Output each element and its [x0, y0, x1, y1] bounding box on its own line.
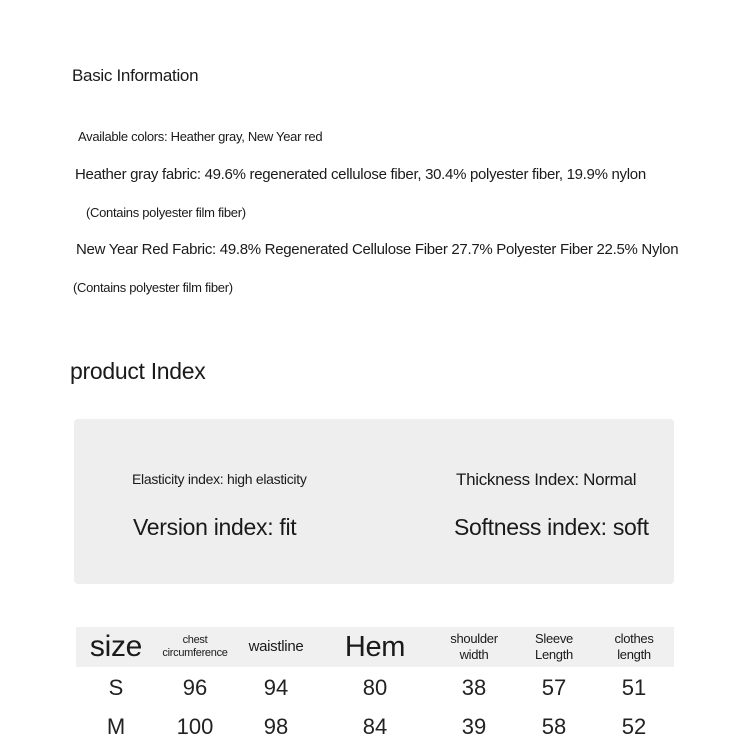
product-index-panel — [74, 419, 674, 584]
table-cell-hem: 80 — [362, 675, 388, 700]
header-size: size — [89, 630, 143, 663]
table-cell-chest: 100 — [176, 714, 214, 739]
new-year-red-note: (Contains polyester film fiber) — [73, 280, 233, 295]
heather-gray-fabric-text: Heather gray fabric: 49.6% regenerated cellulose fiber, 30.4% polyester fiber, 19.9% nylon — [75, 166, 646, 183]
table-cell-sleeve: 57 — [541, 675, 567, 700]
table-cell-waist: 94 — [263, 675, 289, 700]
table-cell-waist: 98 — [263, 714, 289, 739]
header-shoulder-line1: shoulder — [450, 631, 498, 647]
header-waistline: waistline — [248, 638, 304, 655]
table-cell-chest: 96 — [182, 675, 208, 700]
table-cell-shoulder: 39 — [461, 714, 487, 739]
new-year-red-fabric-text: New Year Red Fabric: 49.8% Regenerated Cellulose Fiber 27.7% Polyester Fiber 22.5% Nylon — [76, 241, 679, 258]
table-cell-length: 52 — [621, 714, 647, 739]
header-chest-circumference — [154, 627, 236, 667]
elasticity-index: Elasticity index: high elasticity — [132, 471, 307, 487]
table-cell-size: M — [106, 714, 126, 739]
basic-information-title: Basic Information — [72, 66, 199, 85]
table-cell-sleeve: 58 — [541, 714, 567, 739]
header-hem: Hem — [344, 630, 406, 663]
header-length-line2: length — [617, 647, 651, 662]
available-colors-text: Available colors: Heather gray, New Year red — [78, 129, 323, 144]
softness-index: Softness index: soft — [454, 514, 649, 540]
header-chest-line1: chest — [182, 633, 208, 646]
header-sleeve-line1: Sleeve — [535, 631, 573, 647]
table-cell-length: 51 — [621, 675, 647, 700]
heather-gray-note: (Contains polyester film fiber) — [86, 205, 246, 220]
thickness-index: Thickness Index: Normal — [456, 470, 637, 489]
version-index: Version index: fit — [133, 514, 297, 540]
product-index-title: product Index — [70, 358, 206, 384]
header-clothes-length — [598, 627, 670, 667]
table-cell-size: S — [108, 675, 124, 700]
table-cell-shoulder: 38 — [461, 675, 487, 700]
header-sleeve-length — [520, 627, 588, 667]
header-sleeve-line2: Length — [535, 647, 573, 662]
header-length-line1: clothes — [614, 631, 654, 647]
header-chest-line2: circumference — [162, 647, 228, 659]
header-shoulder-width — [438, 627, 510, 667]
header-shoulder-line2: width — [459, 647, 489, 662]
table-cell-hem: 84 — [362, 714, 388, 739]
